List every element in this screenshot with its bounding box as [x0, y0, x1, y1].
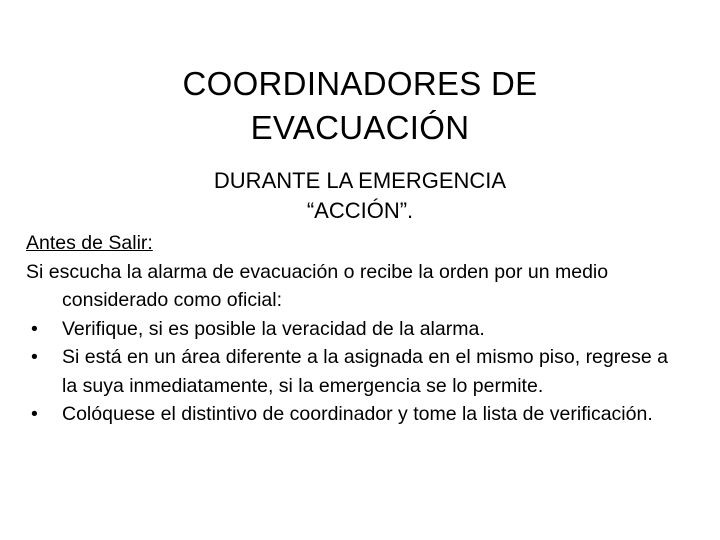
bullet-text: Colóquese el distintivo de coordinador y tome la lista de verificación.	[62, 403, 653, 425]
section-heading: Antes de Salir:	[26, 232, 153, 254]
slide-subtitle	[110, 166, 610, 226]
slide-body	[26, 229, 676, 429]
bullet-text: Si está en un área diferente a la asignada en el mismo piso, regrese a la suya inmediatamente, si la emergencia se lo permite.	[62, 346, 668, 397]
bullet-item	[26, 400, 676, 429]
subtitle-line-2: “ACCIÓN”.	[306, 198, 414, 223]
bullet-list	[26, 315, 676, 429]
bullet-item	[26, 315, 676, 344]
bullet-item	[26, 343, 676, 400]
slide-title	[110, 62, 610, 150]
title-line-1: COORDINADORES DE	[182, 65, 538, 102]
title-line-2: EVACUACIÓN	[250, 109, 470, 146]
subtitle-line-1: DURANTE LA EMERGENCIA	[213, 168, 507, 193]
bullet-icon: •	[31, 403, 38, 425]
bullet-icon: •	[31, 317, 38, 340]
intro-paragraph: Si escucha la alarma de evacuación o recibe la orden por un medio considerado como oficial:	[26, 260, 609, 311]
bullet-text: Verifique, si es posible la veracidad de la alarma.	[62, 317, 485, 340]
bullet-icon: •	[31, 346, 38, 368]
